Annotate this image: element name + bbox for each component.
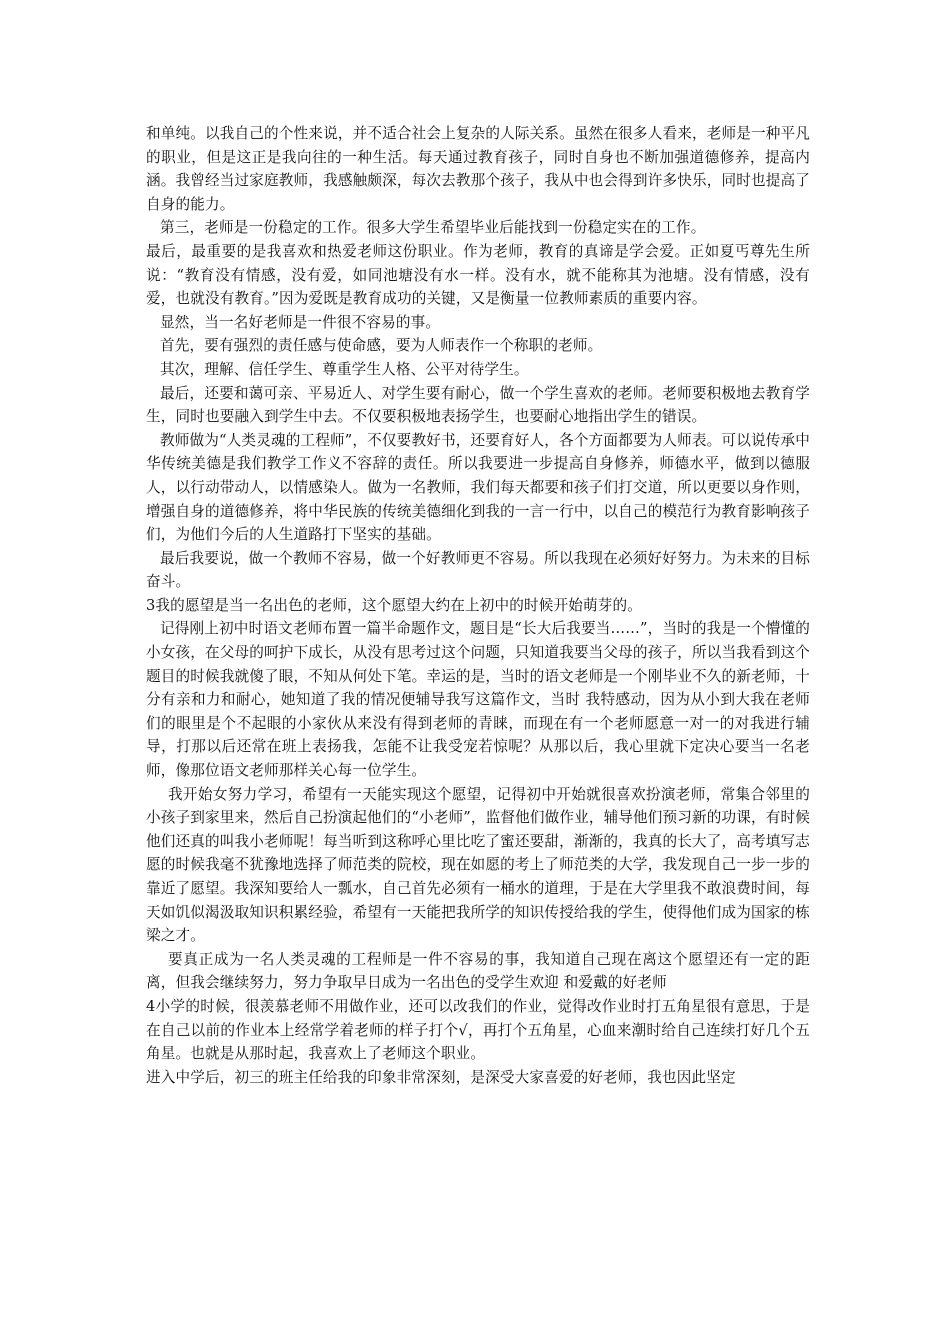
paragraph-not-easy: 显然，当一名好老师是一件很不容易的事。 [160,313,441,331]
paragraph-last: 最后，还要和蔼可亲、平易近人、对学生要有耐心，做一个学生喜欢的老师。老师要积极地去教育学生，同时也要融入到学生中去。不仅要积极地表扬学生，也要耐心地指出学生的错误。 [146,384,810,426]
paragraph-conclusion: 最后我要说，做一个教师不容易，做一个好教师更不容易。所以我现在必须好好努力。为未来的目标奋斗。 [146,549,810,591]
paragraph-first: 首先，要有强烈的责任感与使命感，要为人师表作一个称职的老师。 [160,337,603,355]
paragraph-essay-3-intro: 3我的愿望是当一名出色的老师，这个愿望大约在上初中的时候开始萌芽的。 [146,596,642,614]
paragraph-personality: 和单纯。以我自己的个性来说，并不适合社会上复杂的人际关系。虽然在很多人看来，老师是一种平凡的职业，但是这正是我向往的一种生活。每天通过教育孩子，同时自身也不断加强道德修养，提高内涵。我曾经当过家庭教师，我感触颇深，每次去教那个孩子，我从中也会得到许多快乐，同时也提高了自身的能力。 [146,125,810,213]
paragraph-essay-3-goal: 要真正成为一名人类灵魂的工程师是一件不容易的事，我知道自己现在离这个愿望还有一定的距离，但我会继续努力，努力争取早日成为一名出色的受学生欢迎 和爱戴的好老师 [146,950,810,992]
paragraph-essay-3-study: 我开始女努力学习，希望有一天能实现这个愿望，记得初中开始就很喜欢扮演老师，常集合邻里的小孩子到家里来，然后自己扮演起他们的“小老师”，监督他们做作业，辅导他们预习新的功课，有时候他们还真的叫我小老师呢！每当听到这称呼心里比吃了蜜还要甜，渐渐的，我真的长大了，高考填写志愿的时候我毫不犹豫地选择了师范类的院校，现在如愿的考上了师范类的大学，我发现自己一步一步的靠近了愿望。我深知要给人一瓢水，自己首先必须有一桶水的道理，于是在大学里我不敢浪费时间，每天如饥似渴汲取知识积累经验，希望有一天能把我所学的知识传授给我的学生，使得他们成为国家的栋梁之才。 [146,785,810,945]
paragraph-most-important: 最后，最重要的是我喜欢和热爱老师这份职业。作为老师，教育的真谛是学会爱。正如夏丐尊先生所说：“教育没有情感，没有爱，如同池塘没有水一样。没有水，就不能称其为池塘。没有情感，没有爱，也就没有教育。”因为爱既是教育成功的关键，又是衡量一位教师素质的重要内容。 [146,242,810,308]
paragraph-essay-4-middle-school: 进入中学后，初三的班主任给我的印象非常深刻，是深受大家喜爱的好老师，我也因此坚定 [146,1068,736,1086]
paragraph-third-reason: 第三，老师是一份稳定的工作。很多大学生希望毕业后能找到一份稳定实在的工作。 [160,219,706,237]
paragraph-essay-3-memory: 记得刚上初中时语文老师布置一篇半命题作文，题目是“长大后我要当……”，当时的我是一个懵懂的小女孩，在父母的呵护下成长，从没有思考过这个问题，只知道我要当父母的孩子，所以当我看到这个题目的时候我就傻了眼，不知从何处下笔。幸运的是，当时的语文老师是一个刚毕业不久的新老师，十分有亲和力和耐心，她知道了我的情况便辅导我写这篇作文，当时 我特感动，因为从小到大我在老师们的眼里是个不起眼的小家伙从来没有得到老师的青睐，而现在有一个老师愿意一对一的对我进行辅导，打那以后还常在班上表扬我，怎能不让我受宠若惊呢？从那以后，我心里就下定决心要当一名老师，像那位语文老师那样关心每一位学生。 [146,620,810,780]
paragraph-second: 其次，理解、信任学生、尊重学生人格、公平对待学生。 [160,360,529,378]
paragraph-essay-4-childhood: 4小学的时候，很羡慕老师不用做作业，还可以改我们的作业，觉得改作业时打五角星很有意思，于是在自己以前的作业本上经常学着老师的样子打个√，再打个五角星，心血来潮时给自己连续打好几个五角星。也就是从那时起，我喜欢上了老师这个职业。 [146,997,810,1063]
paragraph-soul-engineer: 教师做为“人类灵魂的工程师”，不仅要教好书，还要育好人，各个方面都要为人师表。可以说传承中华传统美德是我们教学工作义不容辞的责任。所以我要进一步提高自身修养，师德水平，做到以德服人，以行动带动人，以情感染人。做为一名教师，我们每天都要和孩子们打交道，所以更要以身作则，增强自身的道德修养，将中华民族的传统美德细化到我的一言一行中，以自己的模范行为教育影响孩子们，为他们今后的人生道路打下坚实的基础。 [146,431,810,544]
document-body [146,122,810,1089]
